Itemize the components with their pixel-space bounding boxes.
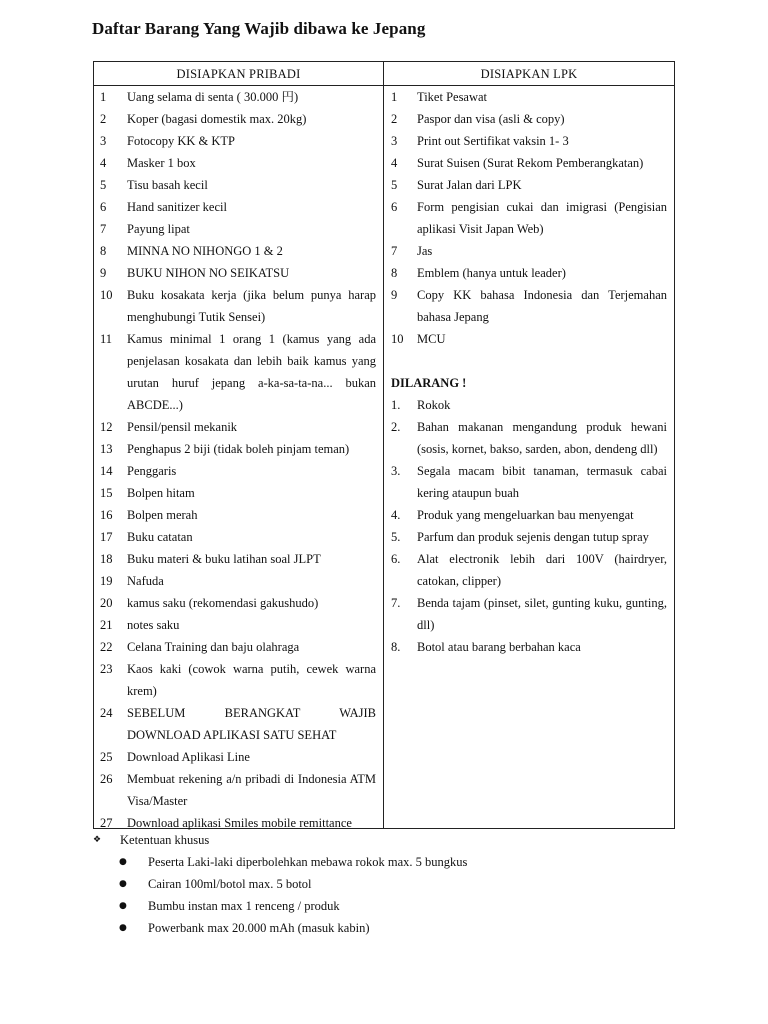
item-text: Bolpen hitam [127,486,195,500]
bullet-icon: ● [119,901,127,911]
item-number: 13 [100,442,113,456]
item-text: Parfum dan produk sejenis dengan tutup spray [417,530,649,544]
item-text: Celana Training dan baju olahraga [127,640,300,654]
banned-item-row [384,504,674,526]
banned-item-row [384,592,674,636]
item-text: Tisu basah kecil [127,178,208,192]
item-number: 5 [100,178,107,192]
banned-heading: DILARANG ! [391,376,467,390]
item-text: Bahan makanan mengandung produk hewani (sosis, kornet, bakso, sarden, abon, dendeng dll) [417,420,667,456]
provision-text: Peserta Laki-laki diperbolehkan mebawa rokok max. 5 bungkus [148,855,468,869]
document-title: Daftar Barang Yang Wajib dibawa ke Jepang [92,19,426,38]
personal-item-row [94,240,383,262]
item-text: BUKU NIHON NO SEIKATSU [127,266,290,280]
item-text: MINNA NO NIHONGO 1 & 2 [127,244,283,258]
item-number: 6. [391,552,401,566]
item-text: Penghapus 2 biji (tidak boleh pinjam teman) [127,442,350,456]
section-spacer [384,350,674,372]
item-number: 11 [100,332,113,346]
item-number: 5. [391,530,401,544]
item-text: Buku materi & buku latihan soal JLPT [127,552,321,566]
item-text: Benda tajam (pinset, silet, gunting kuku, gunting, dll) [417,596,667,632]
item-number: 5 [391,178,398,192]
item-number: 15 [100,486,113,500]
item-number: 2. [391,420,401,434]
item-number: 7 [391,244,398,258]
item-number: 2 [391,112,398,126]
special-provisions [93,829,693,939]
banned-item-row [384,548,674,592]
item-text: Download Aplikasi Line [127,750,250,764]
personal-item-row [94,548,383,570]
personal-item-row [94,152,383,174]
item-number: 8. [391,640,401,654]
personal-item-row [94,460,383,482]
personal-item-row [94,482,383,504]
item-text: Pensil/pensil mekanik [127,420,238,434]
provision-item [93,873,693,895]
special-provisions-title: Ketentuan khusus [120,833,210,847]
item-text: Print out Sertifikat vaksin 1- 3 [417,134,569,148]
header-personal: DISIAPKAN PRIBADI [176,67,301,81]
special-provisions-heading [93,829,693,851]
item-text: Masker 1 box [127,156,196,170]
item-text: Form pengisian cukai dan imigrasi (Pengisian aplikasi Visit Japan Web) [417,200,667,236]
item-number: 18 [100,552,113,566]
item-text: Tiket Pesawat [417,90,488,104]
item-text: kamus saku (rekomendasi gakushudo) [127,596,319,610]
special-provisions-list [93,851,693,939]
item-text: Payung lipat [127,222,190,236]
item-number: 24 [100,706,113,720]
item-text: Penggaris [127,464,177,478]
banned-item-row [384,526,674,548]
item-number: 6 [391,200,398,214]
personal-item-row [94,108,383,130]
item-number: 4. [391,508,401,522]
personal-item-row [94,174,383,196]
item-number: 1 [391,90,398,104]
lpk-item-row [384,240,674,262]
lpk-item-row [384,284,674,328]
item-text: Produk yang mengeluarkan bau menyengat [417,508,634,522]
personal-item-row [94,746,383,768]
item-number: 10 [391,332,404,346]
personal-item-row [94,284,383,328]
item-text: Fotocopy KK & KTP [127,134,235,148]
item-number: 25 [100,750,113,764]
item-number: 4 [391,156,398,170]
personal-item-row [94,592,383,614]
item-text: Hand sanitizer kecil [127,200,227,214]
item-number: 1 [100,90,107,104]
banned-item-row [384,460,674,504]
banned-item-row [384,416,674,460]
item-number: 27 [100,816,113,830]
item-text: Membuat rekening a/n pribadi di Indonesia ATM Visa/Master [127,772,376,808]
item-number: 9 [391,288,398,302]
banned-items-list [384,394,674,658]
item-number: 21 [100,618,113,632]
personal-item-row [94,86,383,108]
item-text: Copy KK bahasa Indonesia dan Terjemahan bahasa Jepang [417,288,667,324]
provision-text: Cairan 100ml/botol max. 5 botol [148,877,312,891]
lpk-item-row [384,196,674,240]
lpk-item-row [384,152,674,174]
personal-item-row [94,658,383,702]
item-number: 1. [391,398,401,412]
lpk-items-list [384,86,674,350]
lpk-item-row [384,130,674,152]
lpk-item-row [384,108,674,130]
item-text: Surat Jalan dari LPK [417,178,522,192]
item-number: 22 [100,640,113,654]
item-number: 3. [391,464,401,478]
item-text: notes saku [127,618,180,632]
item-number: 20 [100,596,113,610]
item-text: SEBELUM BERANGKAT WAJIB DOWNLOAD APLIKASI SATU SEHAT [127,706,376,742]
item-number: 2 [100,112,107,126]
item-number: 19 [100,574,113,588]
item-number: 4 [100,156,107,170]
personal-item-row [94,768,383,812]
item-text: Botol atau barang berbahan kaca [417,640,581,654]
banned-item-row [384,394,674,416]
personal-item-row [94,614,383,636]
lpk-item-row [384,328,674,350]
item-number: 7 [100,222,107,236]
header-lpk: DISIAPKAN LPK [480,67,578,81]
item-text: Rokok [417,398,451,412]
bullet-icon: ● [119,879,127,889]
personal-item-row [94,438,383,460]
item-text: Alat electronik lebih dari 100V (hairdryer, catokan, clipper) [417,552,667,588]
item-text: Buku kosakata kerja (jika belum punya harap menghubungi Tutik Sensei) [127,288,376,324]
item-number: 26 [100,772,113,786]
personal-item-row [94,262,383,284]
personal-item-row [94,702,383,746]
item-number: 12 [100,420,113,434]
item-text: MCU [417,332,446,346]
personal-item-row [94,130,383,152]
item-text: Kaos kaki (cowok warna putih, cewek warna krem) [127,662,376,698]
provision-text: Bumbu instan max 1 renceng / produk [148,899,340,913]
personal-item-row [94,526,383,548]
personal-items-list [94,86,383,834]
item-number: 3 [391,134,398,148]
item-number: 8 [391,266,398,280]
lpk-item-row [384,262,674,284]
provision-item [93,895,693,917]
diamond-bullet-icon: ❖ [93,835,102,845]
item-text: Surat Suisen (Surat Rekom Pemberangkatan) [417,156,644,170]
checklist-table [93,61,675,829]
item-text: Kamus minimal 1 orang 1 (kamus yang ada penjelasan kosakata dan lebih baik kamus yang urutan huruf jepang a-ka-sa-ta-na... bukan ABCDE...) [127,332,376,412]
personal-item-row [94,570,383,592]
item-number: 6 [100,200,107,214]
provision-text: Powerbank max 20.000 mAh (masuk kabin) [148,921,370,935]
item-text: Buku catatan [127,530,193,544]
item-text: Jas [417,244,433,258]
item-text: Download aplikasi Smiles mobile remittance [127,816,352,830]
personal-item-row [94,328,383,416]
personal-item-row [94,196,383,218]
lpk-column [384,86,674,658]
item-text: Bolpen merah [127,508,198,522]
lpk-item-row [384,174,674,196]
personal-item-row [94,416,383,438]
personal-item-row [94,218,383,240]
item-number: 17 [100,530,113,544]
item-text: Emblem (hanya untuk leader) [417,266,566,280]
item-number: 16 [100,508,113,522]
item-number: 14 [100,464,113,478]
item-number: 9 [100,266,107,280]
item-text: Segala macam bibit tanaman, termasuk cabai kering ataupun buah [417,464,667,500]
lpk-item-row [384,86,674,108]
item-number: 7. [391,596,401,610]
item-number: 3 [100,134,107,148]
personal-item-row [94,504,383,526]
item-number: 10 [100,288,113,302]
item-text: Paspor dan visa (asli & copy) [417,112,565,126]
personal-item-row [94,636,383,658]
provision-item [93,851,693,873]
item-text: Koper (bagasi domestik max. 20kg) [127,112,307,126]
bullet-icon: ● [119,857,127,867]
banned-item-row [384,636,674,658]
item-number: 8 [100,244,107,258]
bullet-icon: ● [119,923,127,933]
item-text: Uang selama di senta ( 30.000 円) [127,90,299,104]
provision-item [93,917,693,939]
item-number: 23 [100,662,113,676]
item-text: Nafuda [127,574,164,588]
